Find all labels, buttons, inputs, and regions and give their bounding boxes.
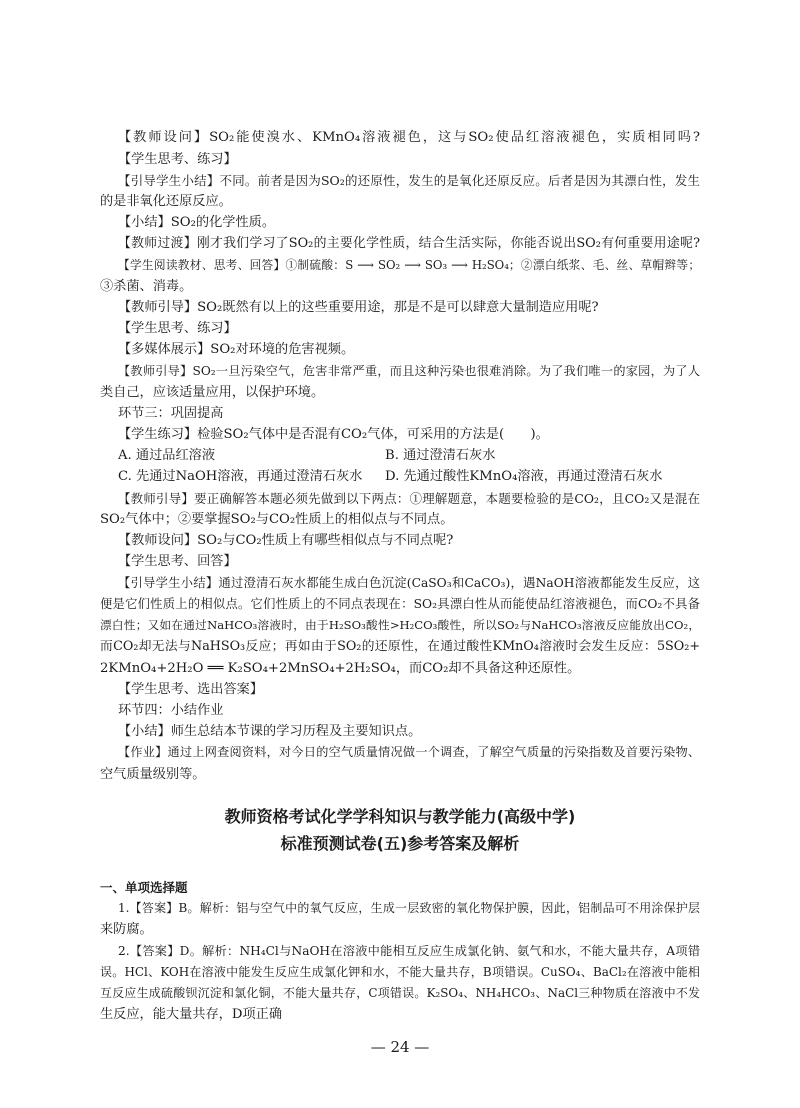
text-line: 【学生思考、选出答案】 (118, 682, 264, 697)
text-line: 【小结】师生总结本节课的学习历程及主要知识点。 (118, 724, 422, 739)
text-line: 类自己，应该适量应用，以保护环境。 (100, 385, 325, 400)
text-line: 【学生思考、回答】 (118, 554, 237, 569)
text-line: 【学生思考、练习】 (118, 152, 237, 167)
answer-line: 误。HCl、KOH在溶液中能发生反应生成氯化钾和水，不能大量共存，B项错误。CuSO₄、BaCl₂在溶液中能相 (100, 965, 700, 979)
page-number: — 24 — (370, 1038, 430, 1056)
option-b: B. 通过澄清石灰水 (385, 448, 496, 463)
section-heading: 一、单项选择题 (100, 880, 188, 895)
text-line: 便是它们性质上的相似点。它们性质上的不同点表现在：SO₂具漂白性从而能使品红溶液褪色，而CO₂不具备 (100, 597, 700, 611)
text-line: 的是非氧化还原反应。 (100, 194, 232, 209)
equation-line: 2KMnO₄+2H₂O ══ K₂SO₄+2MnSO₄+2H₂SO₄，而CO₂却不具备这种还原性。 (100, 661, 581, 676)
document-subtitle: 标准预测试卷(五)参考答案及解析 (280, 834, 520, 853)
text-line: 而CO₂却无法与NaHSO₃反应；再如由于SO₂的还原性，在通过酸性KMnO₄溶液时会发生反应：5SO₂+ (100, 639, 700, 654)
text-line: 【教师引导】SO₂既然有以上的这些重要用途，那是不是可以肆意大量制造应用呢? (118, 300, 599, 315)
answer-line: 1.【答案】B。解析：铝与空气中的氧气反应，生成一层致密的氧化物保护膜，因此，铝制品可不用涂保护层 (118, 901, 700, 915)
text-line: 【学生思考、练习】 (118, 321, 237, 336)
answer-line: 互反应生成硫酸钡沉淀和氯化铜，不能大量共存，C项错误。K₂SO₄、NH₄HCO₃、NaCl三种物质在溶液中不发 (100, 986, 700, 1000)
text-line: 【引导学生小结】通过澄清石灰水都能生成白色沉淀(CaSO₃和CaCO₃)，遇NaOH溶液都能发生反应，这 (118, 576, 700, 590)
text-line: 【教师引导】SO₂一旦污染空气，危害非常严重，而且这种污染也很难消除。为了我们唯一的家园，为了人 (118, 364, 700, 378)
text-line: ③杀菌、消毒。 (100, 279, 193, 294)
text-line: 【引导学生小结】不同。前者是因为SO₂的还原性，发生的是氧化还原反应。后者是因为其漂白性，发生 (118, 173, 700, 188)
text-line: 【教师设问】SO₂与CO₂性质上有哪些相似点与不同点呢? (118, 533, 454, 548)
section-label: 环节四：小结作业 (118, 703, 224, 718)
option-d: D. 先通过酸性KMnO₄溶液，再通过澄清石灰水 (385, 469, 663, 484)
option-a: A. 通过品红溶液 (118, 448, 216, 463)
option-c: C. 先通过NaOH溶液，再通过澄清石灰水 (118, 469, 363, 484)
text-line: 【作业】通过上网查阅资料，对今日的空气质量情况做一个调查，了解空气质量的污染指数及首要污染物、 (118, 745, 700, 759)
text-line: 【教师引导】要正确解答本题必须先做到以下两点：①理解题意，本题要检验的是CO₂，且CO₂又是混在 (118, 491, 700, 506)
text-line: 空气质量级别等。 (100, 767, 206, 782)
answer-line: 2.【答案】D。解析：NH₄Cl与NaOH在溶液中能相互反应生成氯化钠、氨气和水，不能大量共存，A项错 (118, 944, 700, 958)
text-line: 【教师设问】SO₂能使溴水、KMnO₄溶液褪色，这与SO₂使品红溶液褪色，实质相同吗? (118, 130, 700, 145)
text-line: 漂白性；又如在通过NaHCO₃溶液时，由于H₂SO₃酸性>H₂CO₃酸性，所以SO₂与NaHCO₃溶液反应能放出CO₂， (100, 618, 700, 632)
answer-line: 生反应，能大量共存，D项正确 (100, 1007, 283, 1022)
answer-line: 来防腐。 (100, 922, 153, 937)
text-line: 【学生阅读教材、思考、回答】①制硫酸：S ⟶ SO₂ ⟶ SO₃ ⟶ H₂SO₄；②漂白纸浆、毛、丝、草帽辫等； (118, 258, 700, 272)
text-line: 【学生练习】检验SO₂气体中是否混有CO₂气体，可采用的方法是( )。 (118, 427, 549, 442)
text-line: 【教师过渡】刚才我们学习了SO₂的主要化学性质，结合生活实际，你能否说出SO₂有何重要用途呢? (118, 236, 700, 251)
text-line: 【小结】SO₂的化学性质。 (118, 215, 276, 230)
document-title: 教师资格考试化学学科知识与教学能力(高级中学) (224, 807, 576, 826)
section-label: 环节三：巩固提高 (118, 406, 224, 421)
text-line: SO₂气体中；②要掌握SO₂与CO₂性质上的相似点与不同点。 (100, 512, 454, 527)
text-line: 【多媒体展示】SO₂对环境的危害视频。 (118, 342, 355, 357)
